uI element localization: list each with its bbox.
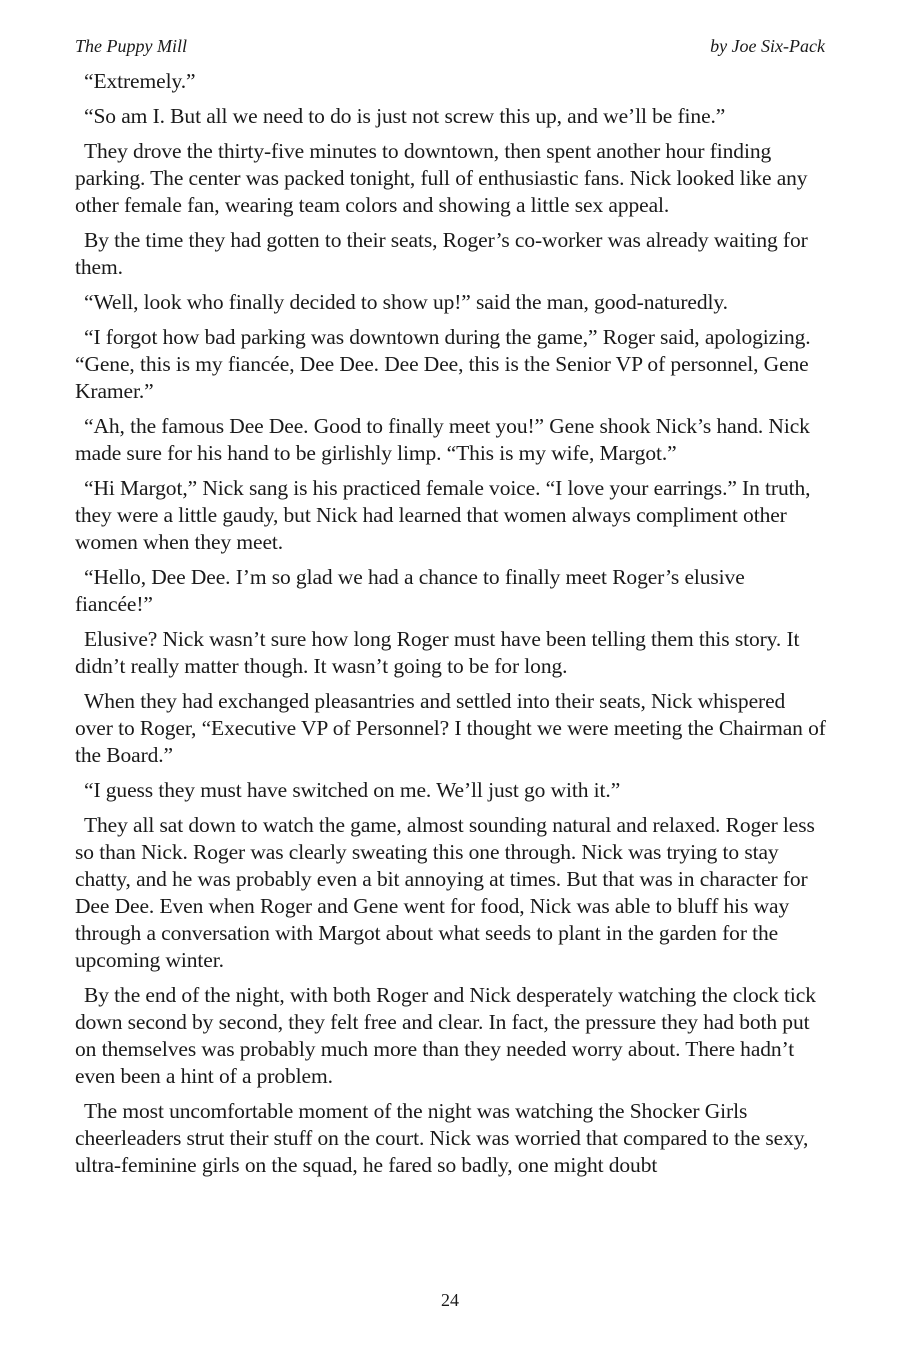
body-text (75, 68, 827, 1268)
paragraph: “Extremely.” (84, 69, 196, 93)
paragraph: By the time they had gotten to their seats, Roger’s co-worker was already waiting for them. (75, 228, 808, 279)
paragraph: When they had exchanged pleasantries and settled into their seats, Nick whispered over to Roger, “Executive VP of Personnel? I thought we were meeting the Chairman of the Board.” (75, 689, 826, 767)
paragraph: Elusive? Nick wasn’t sure how long Roger must have been telling them this story. It didn’t really matter though. It wasn’t going to be for long. (75, 627, 800, 678)
paragraph: “So am I. But all we need to do is just not screw this up, and we’ll be fine.” (84, 104, 726, 128)
paragraph: “Well, look who finally decided to show up!” said the man, good-naturedly. (84, 290, 728, 314)
page-number: 24 (441, 1290, 459, 1310)
paragraph: “Hi Margot,” Nick sang is his practiced female voice. “I love your earrings.” In truth, they were a little gaudy, but Nick had learned that women always compliment other women when they meet. (75, 476, 811, 554)
paragraph: The most uncomfortable moment of the night was watching the Shocker Girls cheerleaders strut their stuff on the court. Nick was worried that compared to the sexy, ultra-feminine girls on the squad, he fared so badly, one might doubt (75, 1099, 809, 1177)
paragraph: “I forgot how bad parking was downtown during the game,” Roger said, apologizing. “Gene, this is my fiancée, Dee Dee. Dee Dee, this is the Senior VP of personnel, Gene Kramer.” (75, 325, 811, 403)
paragraph: They all sat down to watch the game, almost sounding natural and relaxed. Roger less so than Nick. Roger was clearly sweating this one through. Nick was trying to stay chatty, and he was probably even a bit annoying at times. But that was in character for Dee Dee. Even when Roger and Gene went for food, Nick was able to bluff his way through a conversation with Margot about what seeds to plant in the garden for the upcoming winter. (75, 813, 815, 972)
paragraph: “I guess they must have switched on me. We’ll just go with it.” (84, 778, 621, 802)
paragraph: “Hello, Dee Dee. I’m so glad we had a chance to finally meet Roger’s elusive fiancée!” (75, 565, 745, 616)
paragraph: “Ah, the famous Dee Dee. Good to finally meet you!” Gene shook Nick’s hand. Nick made sure for his hand to be girlishly limp. “This is my wife, Margot.” (75, 414, 810, 465)
author-credit: by Joe Six-Pack (710, 36, 825, 56)
book-title: The Puppy Mill (75, 36, 187, 56)
paragraph: By the end of the night, with both Roger and Nick desperately watching the clock tick down second by second, they felt free and clear. In fact, the pressure they had both put on themselves was probably much more than they needed worry about. There hadn’t even been a hint of a problem. (75, 983, 816, 1088)
running-header (75, 36, 825, 60)
paragraph: They drove the thirty-five minutes to downtown, then spent another hour finding parking. The center was packed tonight, full of enthusiastic fans. Nick looked like any other female fan, wearing team colors and showing a little sex appeal. (75, 139, 808, 217)
